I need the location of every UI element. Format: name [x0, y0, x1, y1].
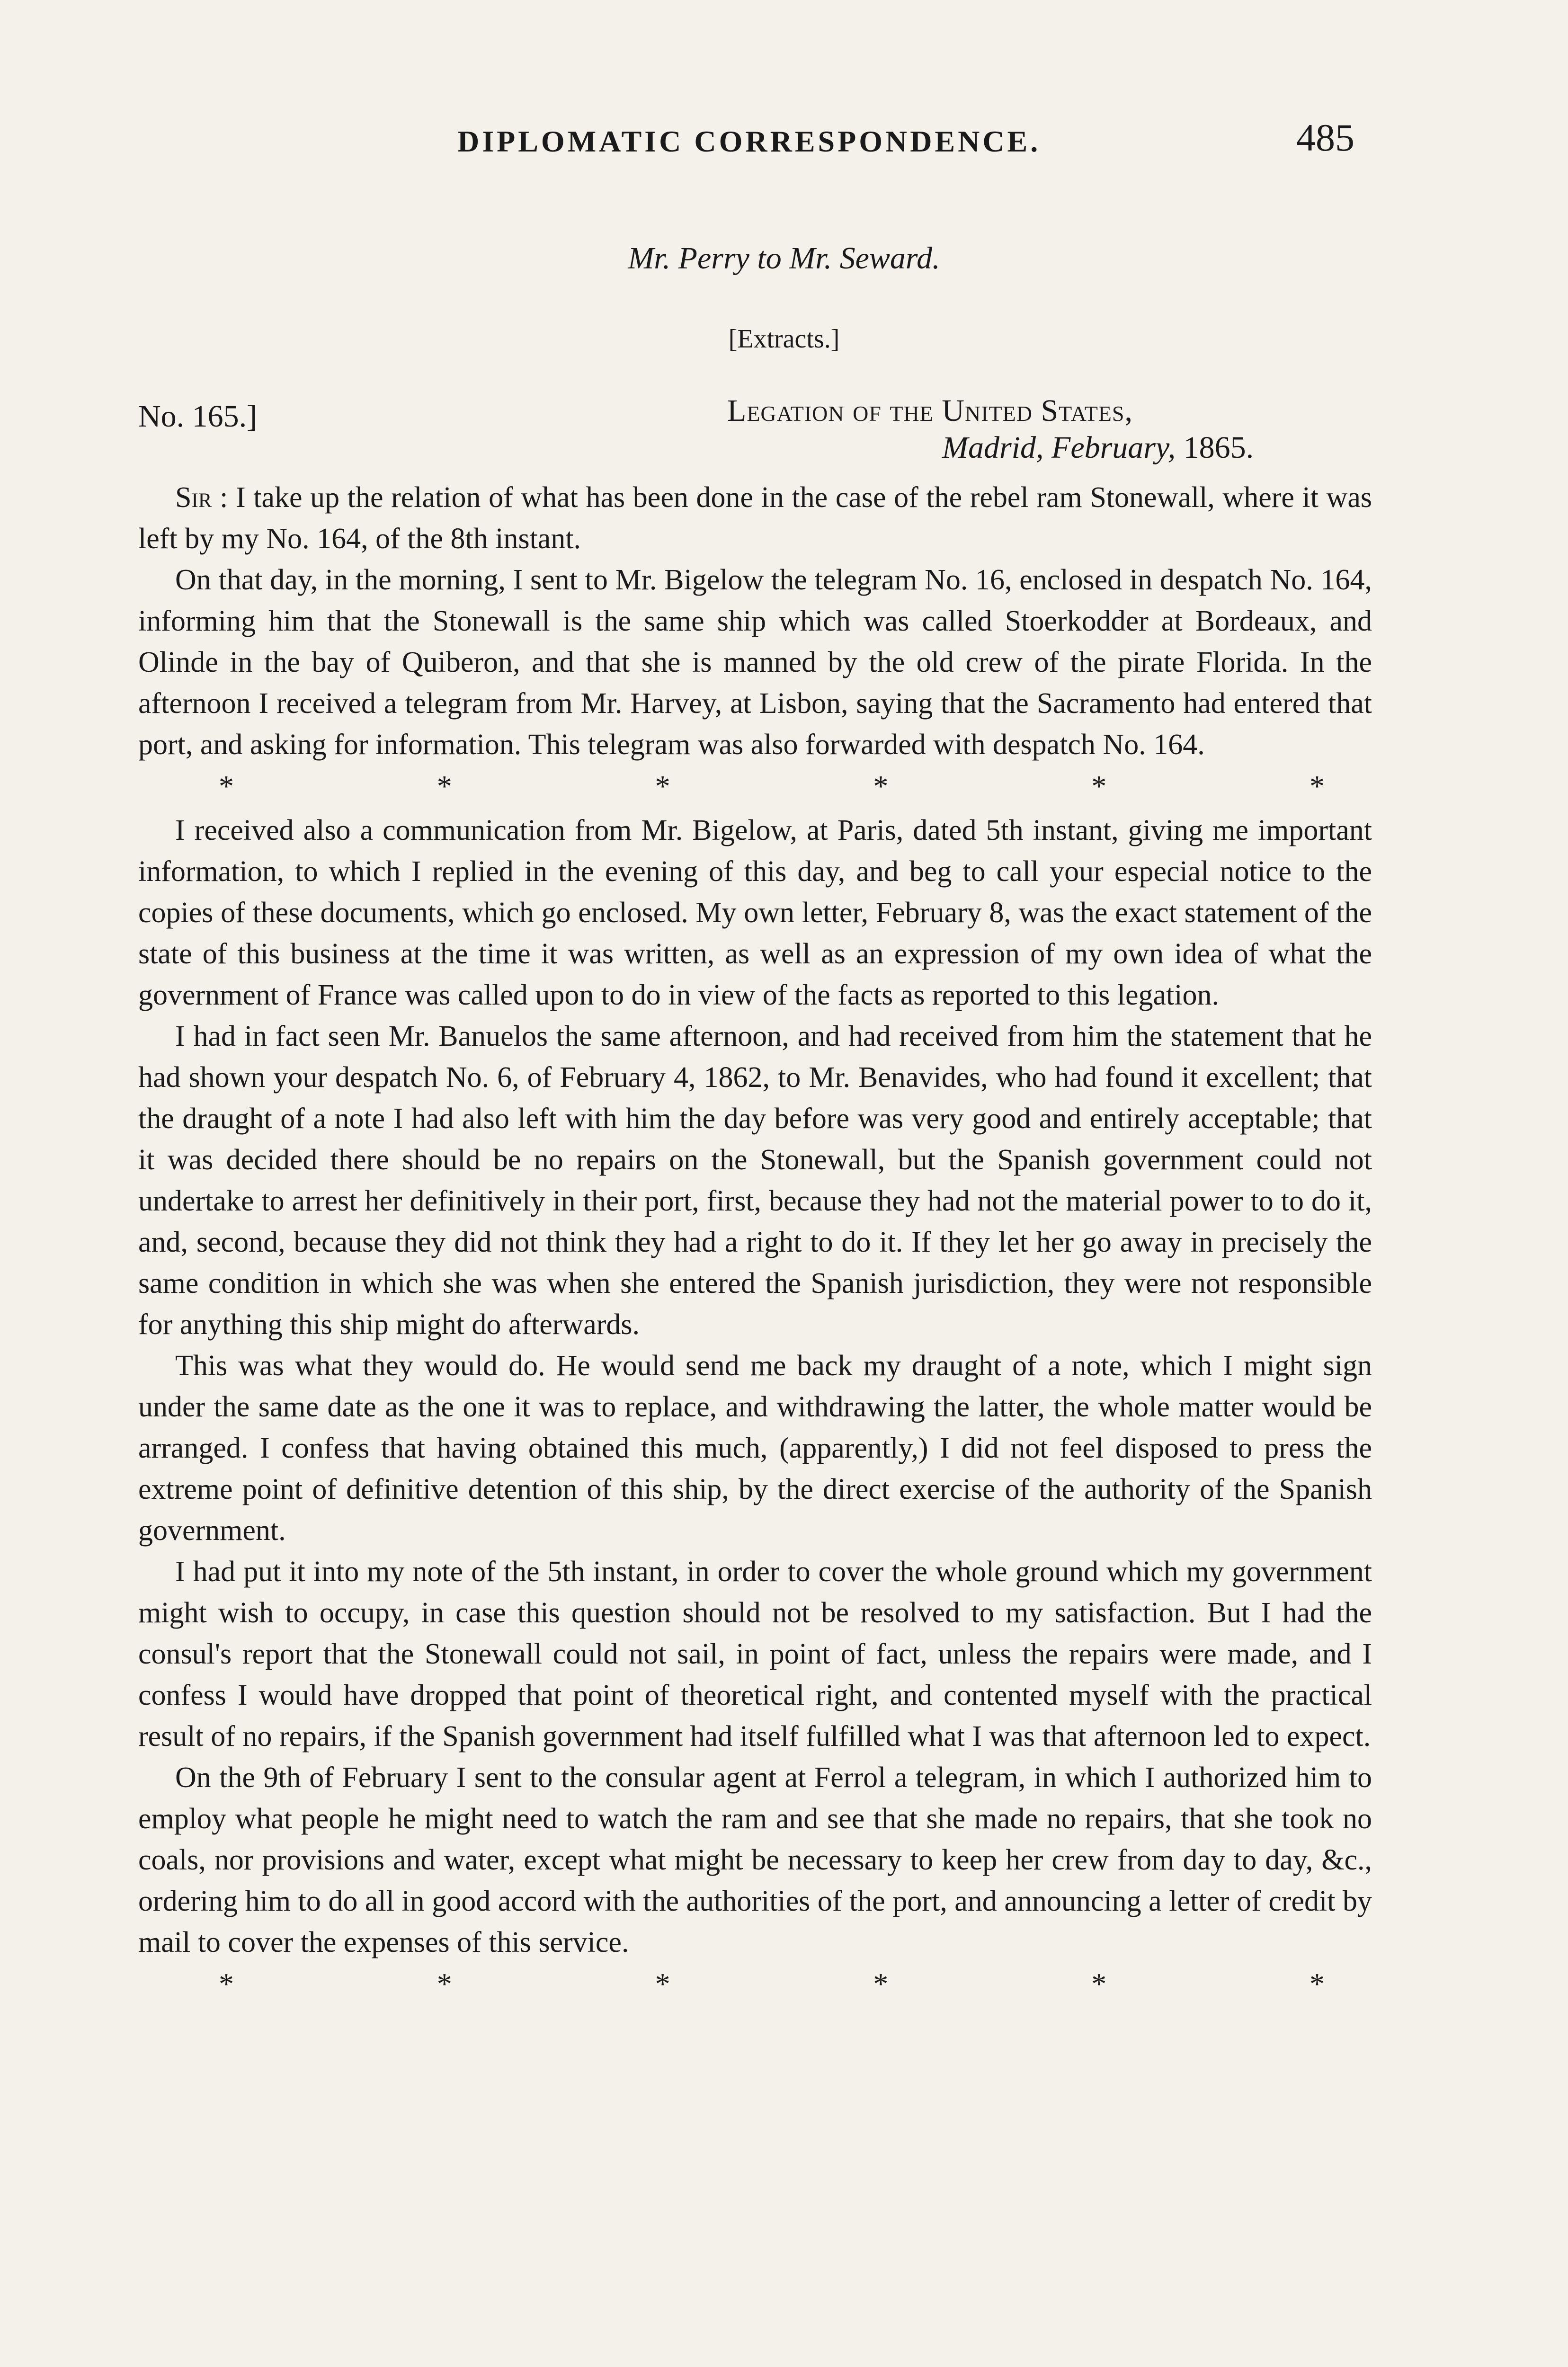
asterisk: * — [219, 1967, 234, 2001]
page-number: 485 — [1296, 116, 1354, 159]
asterisk: * — [655, 769, 670, 803]
asterisk: * — [655, 1967, 670, 2001]
asterisk: * — [873, 769, 889, 803]
dateline-place: Madrid, February, — [942, 430, 1176, 465]
asterisk: * — [219, 769, 234, 803]
asterisk: * — [1309, 769, 1325, 803]
asterisk: * — [437, 769, 452, 803]
paragraph-6: I had put it into my note of the 5th instant, in order to cover the whole ground which my government might wish to occupy, in case this question should not be resolved to my satisfaction. But I had the consul's report that the Stonewall could not sail, in point of fact, unless the repairs were made, and I confess I would have dropped that point of theoretical right, and contented myself with the practical result of no repairs, if the Spanish government had itself fulfilled what I was that afternoon led to expect. — [138, 1556, 1372, 1753]
asterisk: * — [437, 1967, 452, 2001]
paragraph-2: On that day, in the morning, I sent to Mr. Bigelow the telegram No. 16, enclosed in despatch No. 164, informing him that the Stonewall is the same ship which was called Stoerkodder at Bordeaux, and Olinde in the bay of Quiberon, and that she is manned by the old crew of the pirate Florida. In the afternoon I received a telegram from Mr. Harvey, at Lisbon, saying that the Sacramento had entered that port, and asking for information. This telegram was also forwarded with despatch No. 164. — [138, 564, 1372, 761]
asterisk: * — [873, 1967, 889, 2001]
paragraph-1 — [138, 477, 1372, 560]
running-head: DIPLOMATIC CORRESPONDENCE. — [457, 125, 1041, 158]
paragraph-5: This was what they would do. He would send me back my draught of a note, which I might sign under the same date as the one it was to replace, and withdrawing the latter, the whole matter would be arranged. I confess that having obtained this much, (apparently,) I did not feel disposed to press the extreme point of definitive detention of this ship, by the direct exercise of the authority of the Spanish government. — [138, 1350, 1372, 1547]
asterism-separator — [138, 767, 1372, 805]
asterisk: * — [1091, 1967, 1107, 2001]
dateline — [942, 430, 1254, 466]
legation-heading: Legation of the United States, — [727, 393, 1133, 428]
paragraph-1-text: I take up the relation of what has been done in the case of the rebel ram Stonewall, where it was left by my No. 164, of the 8th instant. — [138, 481, 1372, 555]
paragraph-4: I had in fact seen Mr. Banuelos the same afternoon, and had received from him the statement that he had shown your despatch No. 6, of February 4, 1862, to Mr. Benavides, who had found it excellent; that the draught of a note I had also left with him the day before was very good and entirely acceptable; that it was decided there should be no repairs on the Stonewall, but the Spanish government could not undertake to arrest her definitively in their port, first, because they had not the material power to to do it, and, second, because they did not think they had a right to do it. If they let her go away in precisely the same condition in which she was when she entered the Spanish jurisdiction, they were not responsible for anything this ship might do afterwards. — [138, 1020, 1372, 1341]
letter-title: Mr. Perry to Mr. Seward. — [628, 241, 940, 276]
paragraph-3: I received also a communication from Mr. Bigelow, at Paris, dated 5th instant, giving me important information, to which I replied in the evening of this day, and beg to call your especial notice to the copies of these documents, which go enclosed. My own letter, February 8, was the exact statement of the state of this business at the time it was written, as well as an expression of my own idea of what the government of France was called upon to do in view of the facts as reported to this legation. — [138, 814, 1372, 1011]
paragraph-7: On the 9th of February I sent to the consular agent at Ferrol a telegram, in which I authorized him to employ what people he might need to watch the ram and see that she made no repairs, that she took no coals, nor provisions and water, except what might be necessary to keep her crew from day to day, &c., ordering him to do all in good accord with the authorities of the port, and announcing a letter of credit by mail to cover the expenses of this service. — [138, 1762, 1372, 1958]
letter-body — [138, 477, 1372, 2008]
dateline-year: 1865. — [1176, 430, 1254, 465]
salutation: Sir : — [175, 481, 228, 514]
despatch-number: No. 165.] — [138, 399, 258, 434]
asterism-separator-end — [138, 1965, 1372, 2003]
asterisk: * — [1091, 769, 1107, 803]
extracts-label: [Extracts.] — [728, 324, 840, 354]
asterisk: * — [1309, 1967, 1325, 2001]
